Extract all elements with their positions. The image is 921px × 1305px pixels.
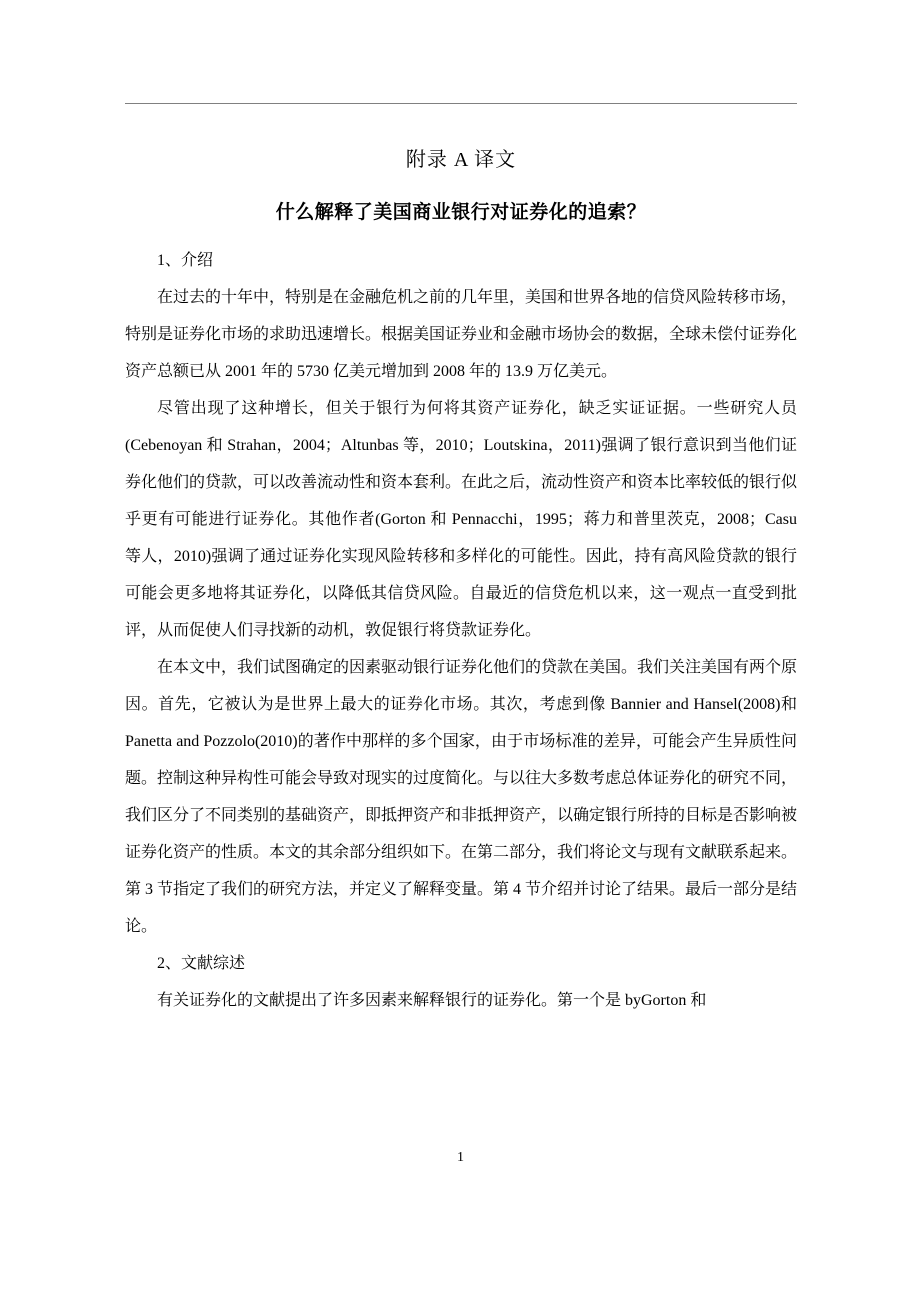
document-title: 什么解释了美国商业银行对证券化的追索？	[275, 202, 647, 223]
paragraph-4: 有关证券化的文献提出了许多因素来解释银行的证券化。第一个是 byGorton 和	[157, 992, 707, 1009]
page-number: 1	[457, 1150, 464, 1165]
paragraph-1: 在过去的十年中，特别是在金融危机之前的几年里，美国和世界各地的信贷风险转移市场，特别是证券化市场的求助迅速增长。根据美国证券业和金融市场协会的数据，全球未偿付证券化资产总额已从 2001 年的 5730 亿美元增加到 2008 年的 13.9 万亿美元。	[125, 289, 798, 380]
body-text	[125, 242, 797, 1019]
header-rule	[125, 103, 797, 104]
document-content	[125, 145, 797, 1019]
appendix-heading: 附录 A 译文	[405, 149, 517, 171]
paragraph-3: 在本文中，我们试图确定的因素驱动银行证券化他们的贷款在美国。我们关注美国有两个原因。首先，它被认为是世界上最大的证券化市场。其次，考虑到像 Bannier and Hansel(2008)和 Panetta and Pozzolo(2010)的著作中那样的多个国家，由于市场标准的差异，可能会产生异质性问题。控制这种异构性可能会导致对现实的过度简化。与以往大多数考虑总体证券化的研究不同，我们区分了不同类别的基础资产，即抵押资产和非抵押资产，以确定银行所持的目标是否影响被证券化资产的性质。本文的其余部分组织如下。在第二部分，我们将论文与现有文献联系起来。第 3 节指定了我们的研究方法，并定义了解释变量。第 4 节介绍并讨论了结果。最后一部分是结论。	[125, 659, 798, 935]
paragraph-2: 尽管出现了这种增长，但关于银行为何将其资产证券化，缺乏实证证据。一些研究人员(Cebenoyan 和 Strahan，2004；Altunbas 等，2010；Loutskina，2011)强调了银行意识到当他们证券化他们的贷款，可以改善流动性和资本套利。在此之后，流动性资产和资本比率较低的银行似乎更有可能进行证券化。其他作者(Gorton 和 Pennacchi，1995；蒋力和普里茨克，2008；Casu 等人，2010)强调了通过证券化实现风险转移和多样化的可能性。因此，持有高风险贷款的银行可能会更多地将其证券化，以降低其信贷风险。自最近的信贷危机以来，这一观点一直受到批评，从而促使人们寻找新的动机，敦促银行将贷款证券化。	[125, 400, 798, 639]
section-heading-introduction: 1、介绍	[157, 252, 214, 269]
section-heading-literature-review: 2、文献综述	[157, 955, 246, 972]
